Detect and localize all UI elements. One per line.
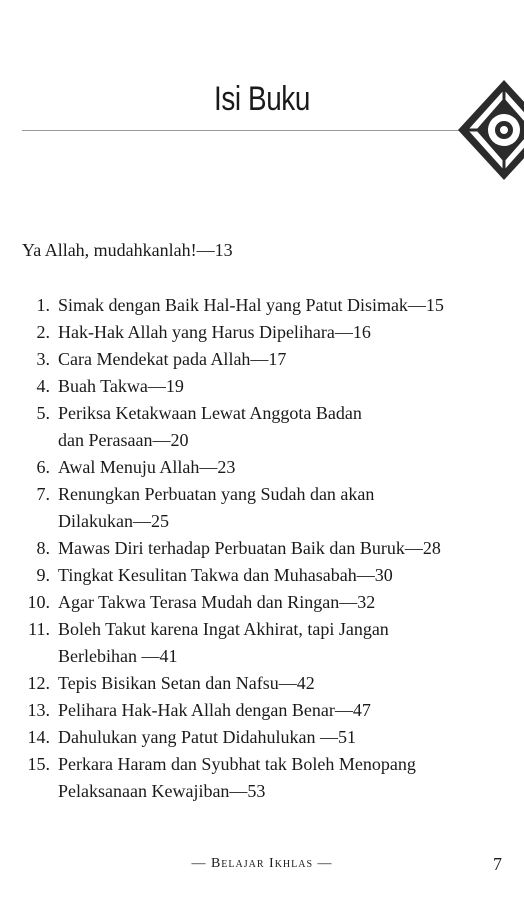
toc-item-line: Hak-Hak Allah yang Harus Dipelihara—16 <box>58 322 371 342</box>
toc-item <box>0 481 524 535</box>
toc-item-number: 8. <box>36 538 50 558</box>
toc-item-line: Simak dengan Baik Hal-Hal yang Patut Disimak—15 <box>58 295 444 315</box>
toc-item-title <box>58 346 524 373</box>
page-title: Isi Buku <box>214 80 310 118</box>
toc-item-title <box>58 481 524 535</box>
toc-item-line: Awal Menuju Allah—23 <box>58 457 236 477</box>
toc-item-number: 9. <box>36 565 50 585</box>
toc-item <box>0 319 524 346</box>
toc-item-number: 5. <box>36 403 50 423</box>
toc-item-title <box>58 319 524 346</box>
toc-item-title <box>58 751 524 805</box>
toc-item-number: 13. <box>27 700 50 720</box>
toc-item-title <box>58 292 524 319</box>
toc-item <box>0 400 524 454</box>
toc-item-number: 6. <box>36 457 50 477</box>
toc-item <box>0 454 524 481</box>
toc-item <box>0 751 524 805</box>
toc-item <box>0 670 524 697</box>
title-divider <box>22 130 502 131</box>
toc-item-line: Berlebihan —41 <box>58 646 178 666</box>
toc-item-line: Agar Takwa Terasa Mudah dan Ringan—32 <box>58 592 376 612</box>
toc-item-line: Dilakukan—25 <box>58 511 169 531</box>
toc-item-number: 7. <box>36 484 50 504</box>
toc-item-number: 14. <box>27 727 50 747</box>
toc-item <box>0 589 524 616</box>
toc-item-line: Mawas Diri terhadap Perbuatan Baik dan Buruk—28 <box>58 538 441 558</box>
toc-item-title <box>58 562 524 589</box>
toc-item-line: Tingkat Kesulitan Takwa dan Muhasabah—30 <box>58 565 393 585</box>
toc-item-number: 11. <box>28 619 50 639</box>
toc-item-title <box>58 670 524 697</box>
page-number: 7 <box>493 854 502 874</box>
toc-item-title <box>58 616 524 670</box>
toc-item-line: Pelihara Hak-Hak Allah dengan Benar—47 <box>58 700 371 720</box>
toc-item-line: Buah Takwa—19 <box>58 376 184 396</box>
toc-item-line: Pelaksanaan Kewajiban—53 <box>58 781 266 801</box>
toc-item <box>0 697 524 724</box>
toc-item <box>0 292 524 319</box>
toc-item-number: 12. <box>27 673 50 693</box>
toc-item-number: 15. <box>27 754 50 774</box>
toc-item-line: Boleh Takut karena Ingat Akhirat, tapi Jangan <box>58 619 389 639</box>
running-footer-title: — Belajar Ikhlas — <box>191 856 333 871</box>
toc-item-title <box>58 400 524 454</box>
toc-item-number: 1. <box>36 295 50 315</box>
toc-item-number: 10. <box>27 592 50 612</box>
toc-item-line: Renungkan Perbuatan yang Sudah dan akan <box>58 484 375 504</box>
toc-item <box>0 535 524 562</box>
table-of-contents <box>0 292 524 805</box>
toc-item-title <box>58 724 524 751</box>
toc-item <box>0 373 524 400</box>
toc-item-line: Periksa Ketakwaan Lewat Anggota Badan <box>58 403 362 423</box>
toc-item <box>0 616 524 670</box>
toc-item <box>0 562 524 589</box>
ornament-icon <box>454 76 524 184</box>
toc-item-number: 3. <box>36 349 50 369</box>
toc-item-line: Dahulukan yang Patut Didahulukan —51 <box>58 727 356 747</box>
toc-item-line: Perkara Haram dan Syubhat tak Boleh Menopang <box>58 754 416 774</box>
toc-item <box>0 724 524 751</box>
toc-item <box>0 346 524 373</box>
intro-entry: Ya Allah, mudahkanlah!—13 <box>22 240 233 260</box>
toc-item-title <box>58 697 524 724</box>
toc-item-title <box>58 535 524 562</box>
toc-item-title <box>58 373 524 400</box>
toc-item-title <box>58 454 524 481</box>
toc-item-line: dan Perasaan—20 <box>58 430 189 450</box>
toc-item-line: Tepis Bisikan Setan dan Nafsu—42 <box>58 673 315 693</box>
toc-item-line: Cara Mendekat pada Allah—17 <box>58 349 287 369</box>
toc-item-title <box>58 589 524 616</box>
toc-item-number: 2. <box>36 322 50 342</box>
toc-item-number: 4. <box>36 376 50 396</box>
